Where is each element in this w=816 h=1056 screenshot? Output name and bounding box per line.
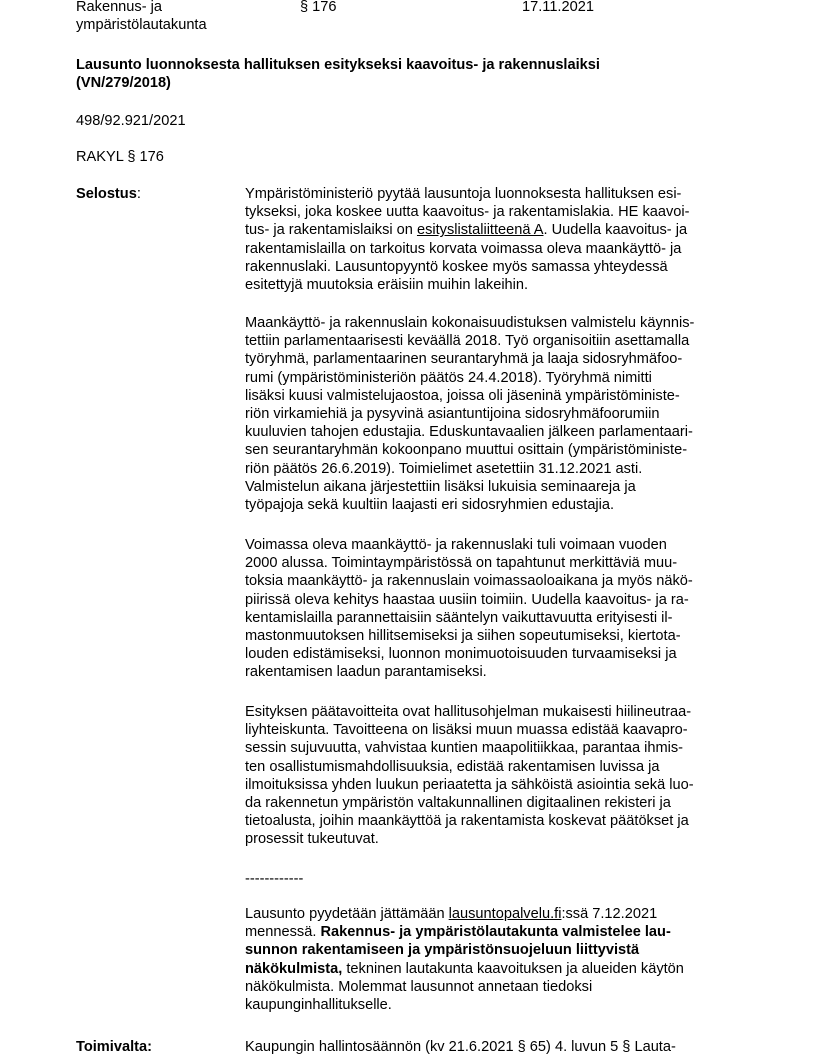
title-line-1: Lausunto luonnoksesta hallituksen esitykseksi kaavoitus- ja rakennuslaiksi xyxy=(76,57,600,73)
text-line: tettiin parlamentaarisesti keväällä 2018. Työ organisoitiin asettamalla xyxy=(245,333,690,350)
selostus-colon: : xyxy=(136,186,141,202)
text-segment: :ssä 7.12.2021 xyxy=(561,906,658,922)
department-line-2: ympäristölautakunta xyxy=(76,17,207,33)
text-line xyxy=(245,221,690,239)
text-line: da rakennetun ympäristön valtakunnallinen digitaalinen rekisteri ja xyxy=(245,795,671,812)
text-line: kaupunginhallitukselle. xyxy=(245,997,392,1014)
text-line: kentamislailla parannettaisiin sääntelyn vaikuttavuutta erityisesti il- xyxy=(245,609,673,626)
title-line-2: (VN/279/2018) xyxy=(76,75,171,91)
selostus-label-text: Selostus xyxy=(76,186,137,202)
text-line: 2000 alussa. Toimintaympäristössä on tapahtunut merkittäviä muu- xyxy=(245,555,678,572)
text-line: tykseksi, joka koskee uutta kaavoitus- ja rakentamislakia. HE kaavoi- xyxy=(245,204,690,221)
text-line: näkökulmista. Molemmat lausunnot annetaan tiedoksi xyxy=(245,978,593,995)
text-line: ilmoituksissa yhden luukun periaatetta ja sähköistä asiointia sekä luo- xyxy=(245,776,694,793)
text-line: Voimassa oleva maankäyttö- ja rakennuslaki tuli voimaan vuoden xyxy=(245,537,667,553)
text-line: työpajoja sekä kuultiin laajasti eri sidosryhmien edustajia. xyxy=(245,497,615,514)
text-line: rumi (ympäristöministeriön päätös 24.4.2018). Työryhmä nimitti xyxy=(245,369,652,386)
paragraph-4 xyxy=(245,703,694,849)
text-segment-bold: Rakennus- ja ympäristölautakunta valmistelee lau- xyxy=(320,924,671,941)
paragraph-1 xyxy=(245,185,690,294)
text-line: Valmistelun aikana järjestettiin lisäksi lukuisia seminaareja ja xyxy=(245,478,636,495)
text-line: kuuluvien tahojen edustajia. Eduskuntavaalien jälkeen parlamentaari- xyxy=(245,424,693,441)
text-segment: mennessä. xyxy=(245,924,321,941)
text-line: prosessit tukeutuvat. xyxy=(245,831,379,848)
attachment-link[interactable]: esityslistaliitteenä A xyxy=(416,222,544,239)
text-line: sessin sujuvuutta, vahvistaa kuntien maapolitiikkaa, parantaa ihmis- xyxy=(245,740,684,757)
selostus-label xyxy=(76,185,141,203)
document-title xyxy=(76,56,756,92)
text-segment: . Uudella kaavoitus- ja xyxy=(543,222,688,239)
text-line: työryhmä, parlamentaarinen seurantaryhmä ja laaja sidosryhmäfoo- xyxy=(245,351,683,368)
text-line: Maankäyttö- ja rakennuslain kokonaisuudistuksen valmistelu käynnis- xyxy=(245,315,695,331)
separator: ------------ xyxy=(245,871,304,887)
department-name xyxy=(76,0,256,34)
toimivalta-text xyxy=(245,1038,676,1056)
text-line: piirissä oleva kehitys haastaa uusiin toimiin. Uudella kaavoitus- ja ra- xyxy=(245,591,689,608)
department-line-1: Rakennus- ja xyxy=(76,0,162,15)
text-segment: Lausunto pyydetään jättämään xyxy=(245,906,449,922)
text-line xyxy=(245,905,684,923)
text-line: lisäksi kuusi valmistelujaostoa, joissa oli jäseninä ympäristöministe- xyxy=(245,387,680,404)
record-number: 498/92.921/2021 xyxy=(76,113,186,129)
text-line xyxy=(245,923,684,941)
text-segment: tus- ja rakentamislaiksi on xyxy=(245,222,417,239)
text-line: toksia maankäyttö- ja rakennuslain voimassaoloaikana ja myös näkö- xyxy=(245,573,693,590)
paragraph-5 xyxy=(245,905,684,1014)
text-line: riön päätös 26.6.2019). Toimielimet asetettiin 31.12.2021 asti. xyxy=(245,460,643,477)
text-line: rakennuslaki. Lausuntopyyntö koskee myös samassa yhteydessä xyxy=(245,258,668,275)
text-segment: tekninen lautakunta kaavoituksen ja alueiden käytön xyxy=(342,960,684,977)
text-line: Ympäristöministeriö pyytää lausuntoja luonnoksesta hallituksen esi- xyxy=(245,186,682,202)
paragraph-3 xyxy=(245,536,693,682)
text-line xyxy=(245,960,684,978)
text-line: louden edistämiseksi, luonnon monimuotoisuuden turvaamiseksi ja xyxy=(245,646,677,663)
meeting-date: 17.11.2021 xyxy=(522,0,594,15)
text-line: mastonmuutoksen hillitsemiseksi ja siihen sopeutumiseksi, kiertota- xyxy=(245,628,681,645)
text-line: liyhteiskunta. Tavoitteena on lisäksi muun muassa edistää kaavapro- xyxy=(245,722,688,739)
toimivalta-label: Toimivalta: xyxy=(76,1039,152,1055)
text-line: sunnon rakentamiseen ja ympäristönsuojeluun liittyvistä xyxy=(245,942,640,959)
text-line: ten osallistumismahdollisuuksia, edistää rakentamisen luvissa ja xyxy=(245,758,660,775)
text-segment-bold: näkökulmista, xyxy=(245,960,343,977)
text-line: Esityksen päätavoitteita ovat hallitusohjelman mukaisesti hiilineutraa- xyxy=(245,704,692,720)
lausuntopalvelu-link[interactable]: lausuntopalvelu.fi xyxy=(448,906,562,922)
paragraph-2 xyxy=(245,314,694,514)
text-line: rakentamisen laadun parantamiseksi. xyxy=(245,664,487,681)
text-line: riön virkamiehiä ja pysyvinä asiantuntijoina sidosryhmäfoorumiin xyxy=(245,406,660,423)
text-line: esitettyjä muutoksia eräisiin muihin lakeihin. xyxy=(245,277,529,294)
text-line: Kaupungin hallintosäännön (kv 21.6.2021 § 65) 4. luvun 5 § Lauta- xyxy=(245,1039,676,1055)
text-line: rakentamislailla on tarkoitus korvata voimassa oleva maankäyttö- ja xyxy=(245,240,682,257)
section-number: § 176 xyxy=(300,0,337,15)
text-line: tietoalusta, joihin maankäyttöä ja rakentamista koskevat päätökset ja xyxy=(245,813,689,830)
rakyl-reference: RAKYL § 176 xyxy=(76,149,164,165)
text-line: sen seurantaryhmän kokoonpano muuttui osittain (ympäristöministe- xyxy=(245,442,688,459)
